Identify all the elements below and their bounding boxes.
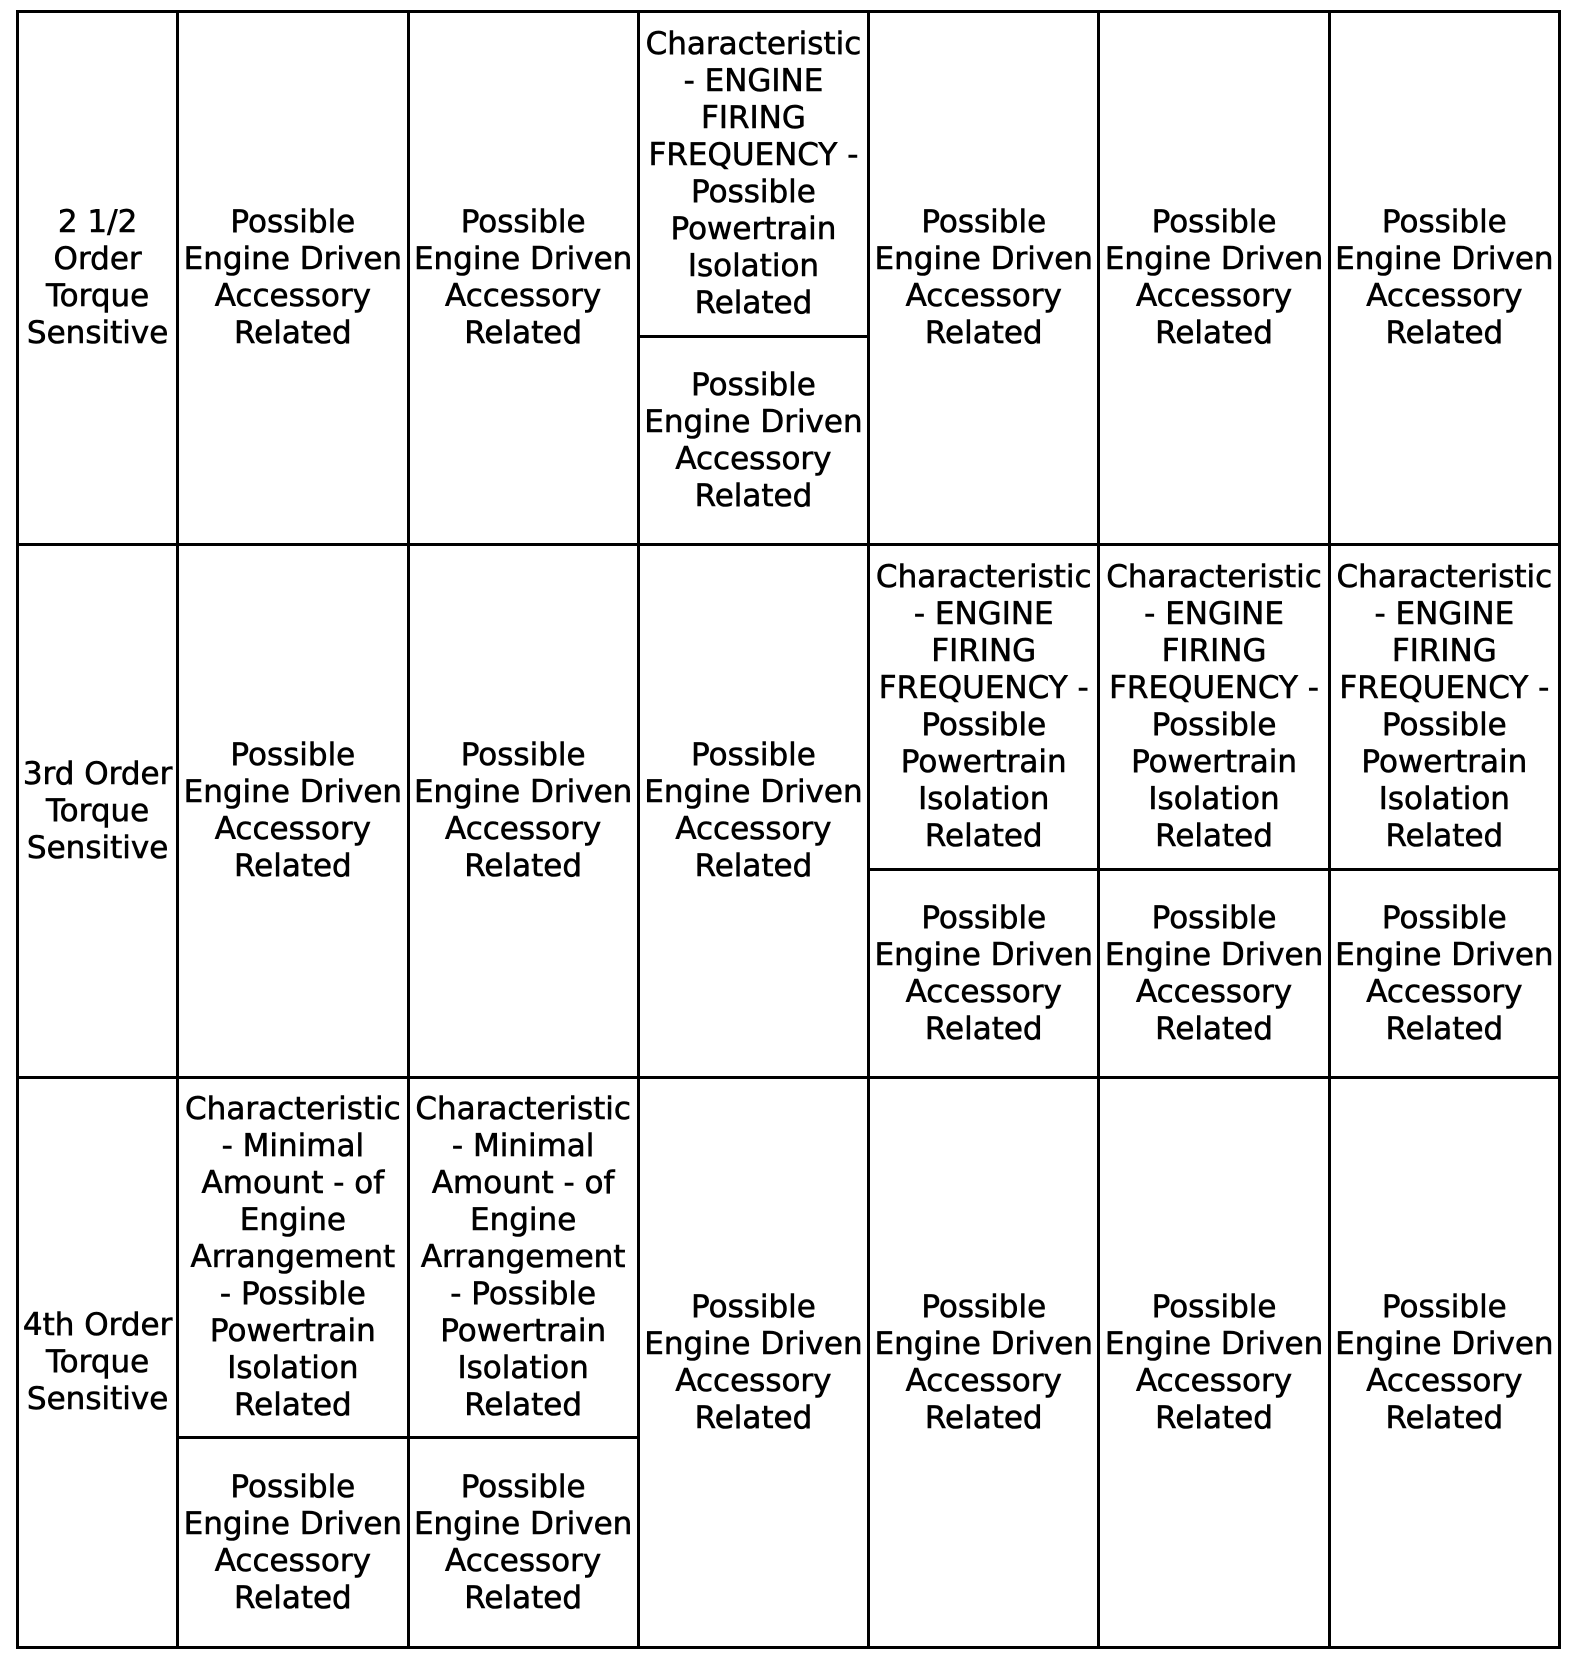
- table-cell-characteristic: Characteristic - ENGINE FIRING FREQUENCY - Possible Powertrain Isolation Related: [1329, 545, 1559, 870]
- table-cell: Possible Engine Driven Accessory Related: [638, 545, 868, 1078]
- table-cell: Possible Engine Driven Accessory Related: [408, 12, 638, 545]
- table-cell-characteristic: Characteristic - Minimal Amount - of Engine Arrangement - Possible Powertrain Isolation Related: [408, 1078, 638, 1438]
- table-cell: Possible Engine Driven Accessory Related: [178, 545, 408, 1078]
- row-label-3rd-order: 3rd Order Torque Sensitive: [18, 545, 178, 1078]
- row-label-4th-order: 4th Order Torque Sensitive: [18, 1078, 178, 1648]
- table-cell: Possible Engine Driven Accessory Related: [408, 545, 638, 1078]
- table-row: [18, 545, 1560, 870]
- row-label-2-5-order: 2 1/2 Order Torque Sensitive: [18, 12, 178, 545]
- table-cell-characteristic: Characteristic - Minimal Amount - of Engine Arrangement - Possible Powertrain Isolation Related: [178, 1078, 408, 1438]
- table-cell: Possible Engine Driven Accessory Related: [638, 1078, 868, 1648]
- table-cell-characteristic: Characteristic - ENGINE FIRING FREQUENCY - Possible Powertrain Isolation Related: [869, 545, 1099, 870]
- table-cell: Possible Engine Driven Accessory Related: [869, 1078, 1099, 1648]
- table-cell: Possible Engine Driven Accessory Related: [1099, 1078, 1329, 1648]
- table-cell: Possible Engine Driven Accessory Related: [408, 1438, 638, 1648]
- table-cell: Possible Engine Driven Accessory Related: [1099, 12, 1329, 545]
- table-cell: Possible Engine Driven Accessory Related: [178, 1438, 408, 1648]
- table-row: [18, 12, 1560, 337]
- table-cell: Possible Engine Driven Accessory Related: [869, 870, 1099, 1078]
- table-cell: Possible Engine Driven Accessory Related: [1329, 1078, 1559, 1648]
- table-cell: Possible Engine Driven Accessory Related: [1099, 870, 1329, 1078]
- table-cell: Possible Engine Driven Accessory Related: [869, 12, 1099, 545]
- table-cell: Possible Engine Driven Accessory Related: [638, 337, 868, 545]
- table-row: [18, 1078, 1560, 1438]
- table-cell: Possible Engine Driven Accessory Related: [1329, 12, 1559, 545]
- table-cell-characteristic: Characteristic - ENGINE FIRING FREQUENCY - Possible Powertrain Isolation Related: [1099, 545, 1329, 870]
- table-cell: Possible Engine Driven Accessory Related: [1329, 870, 1559, 1078]
- table-cell-characteristic: Characteristic - ENGINE FIRING FREQUENCY - Possible Powertrain Isolation Related: [638, 12, 868, 337]
- table-cell: Possible Engine Driven Accessory Related: [178, 12, 408, 545]
- diagnostic-table: [16, 10, 1561, 1649]
